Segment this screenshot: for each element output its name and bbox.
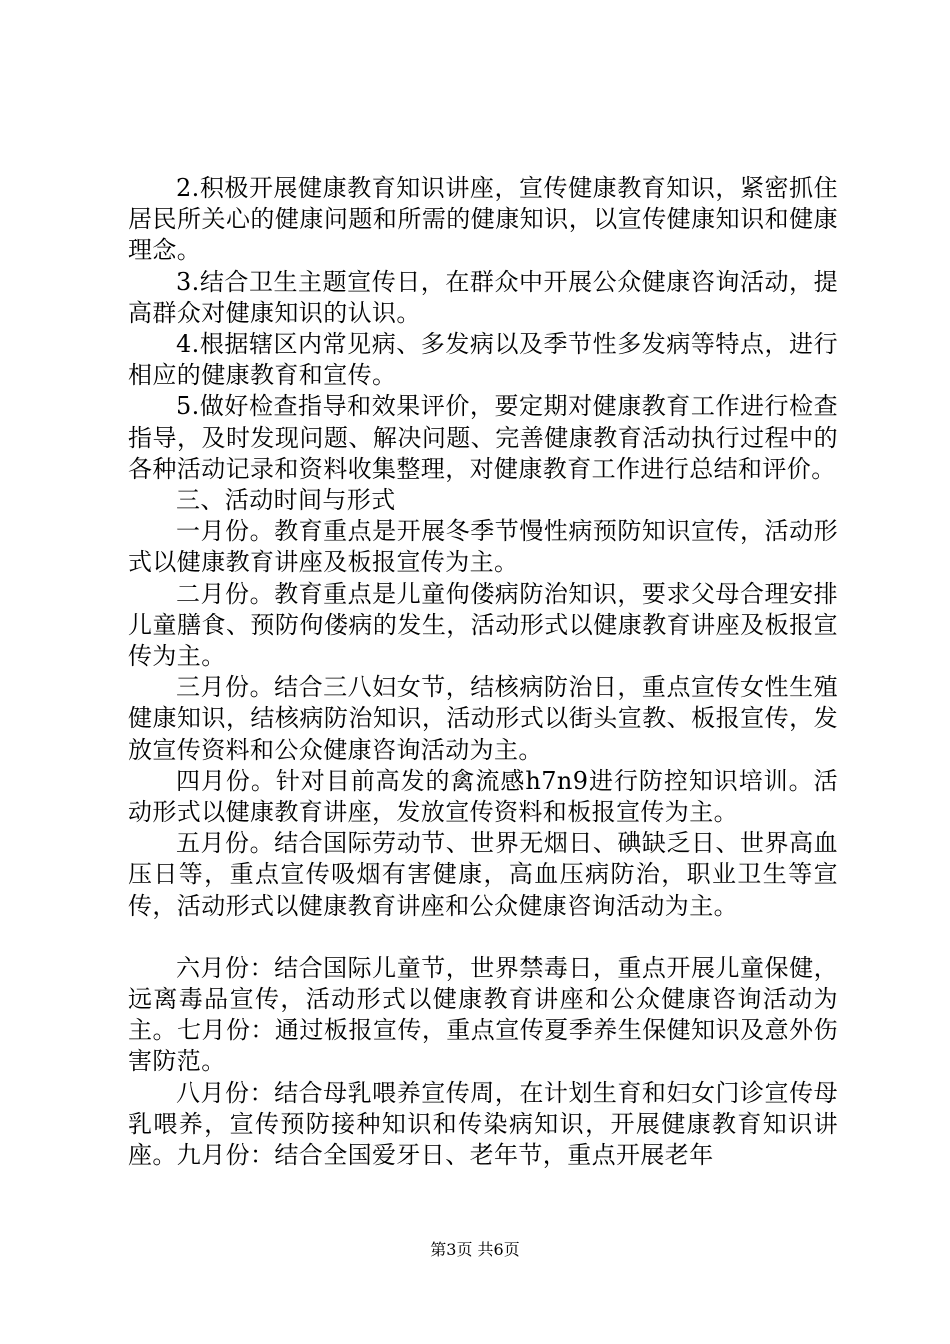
page-number-footer: 第3页 共6页: [430, 1240, 520, 1259]
paragraph-june-july: 六月份：结合国际儿童节，世界禁毒日，重点开展儿童保健，远离毒品宣传，活动形式以健康教育讲座和公众健康咨询活动为主。七月份：通过板报宣传，重点宣传夏季养生保健知识及意外伤害防范。: [128, 953, 838, 1076]
section-heading: 三、活动时间与形式: [176, 486, 396, 515]
paragraph-august-september: 八月份：结合母乳喂养宣传周，在计划生育和妇女门诊宣传母乳喂养，宣传预防接种知识和传染病知识，开展健康教育知识讲座。九月份：结合全国爱牙日、老年节，重点开展老年: [128, 1078, 838, 1170]
paragraph-april: 四月份。针对目前高发的禽流感h7n9进行防控知识培训。活动形式以健康教育讲座，发放宣传资料和板报宣传为主。: [128, 766, 838, 827]
paragraph-january: 一月份。教育重点是开展冬季节慢性病预防知识宣传，活动形式以健康教育讲座及板报宣传为主。: [128, 517, 838, 577]
blank-line: [128, 922, 838, 953]
paragraph-may: 五月份。结合国际劳动节、世界无烟日、碘缺乏日、世界高血压日等，重点宣传吸烟有害健康，高血压病防治，职业卫生等宣传，活动形式以健康教育讲座和公众健康咨询活动为主。: [128, 829, 838, 920]
paragraph-march: 三月份。结合三八妇女节，结核病防治日，重点宣传女性生殖健康知识，结核病防治知识，活动形式以街头宣教、板报宣传，发放宣传资料和公众健康咨询活动为主。: [128, 673, 838, 764]
paragraph-item-3: 3.结合卫生主题宣传日，在群众中开展公众健康咨询活动，提高群众对健康知识的认识。: [128, 267, 838, 327]
document-body: [128, 173, 838, 1171]
paragraph-item-2: 2.积极开展健康教育知识讲座，宣传健康教育知识，紧密抓住居民所关心的健康问题和所需的健康知识，以宣传健康知识和健康理念。: [128, 174, 838, 265]
paragraph-item-5: 5.做好检查指导和效果评价，要定期对健康教育工作进行检查指导，及时发现问题、解决问题、完善健康教育活动执行过程中的各种活动记录和资料收集整理，对健康教育工作进行总结和评价。: [128, 392, 838, 483]
paragraph-item-4: 4.根据辖区内常见病、多发病以及季节性多发病等特点，进行相应的健康教育和宣传。: [128, 330, 838, 390]
paragraph-february: 二月份。教育重点是儿童佝偻病防治知识，要求父母合理安排儿童膳食、预防佝偻病的发生，活动形式以健康教育讲座及板报宣传为主。: [128, 579, 838, 671]
